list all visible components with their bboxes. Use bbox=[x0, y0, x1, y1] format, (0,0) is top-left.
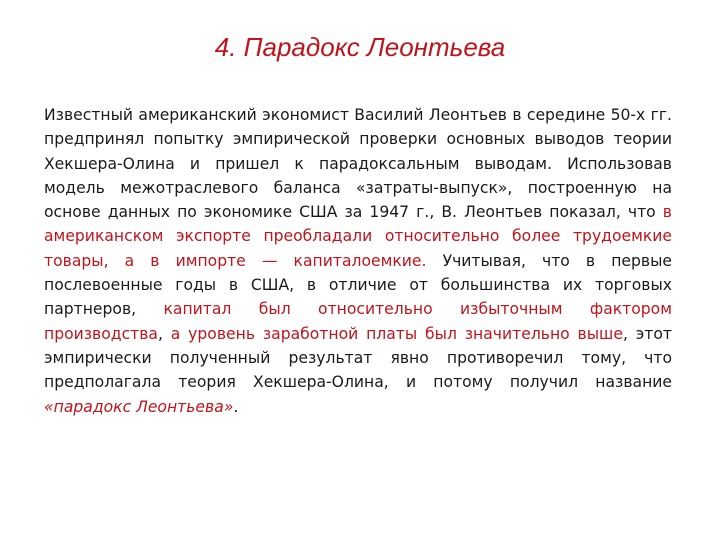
body-paragraph bbox=[44, 103, 672, 419]
text-segment-3: , bbox=[157, 324, 171, 343]
highlight-export-import: в американском экспорте преобладали относительно более трудоемкие товары, а в импорте — капиталоемкие. bbox=[44, 203, 672, 270]
text-segment-1: Известный американский экономист Василий Леонтьев в середине 50-х гг. предпринял попытку эмпирической проверки основных выводов теории Хекшера-Олина и пришел к парадоксальным выводам. Использовав модель межотраслевого баланса «затраты-выпуск», построенную на основе данных по экономике США за 1947 г., В. Леонтьев показал, что bbox=[44, 106, 672, 222]
text-segment-4: , этот эмпирически полученный результат явно противоречил тому, что предполагала теория Хекшера-Олина, и потому получил название bbox=[44, 324, 672, 392]
slide-title: 4. Парадокс Леонтьева bbox=[214, 32, 506, 62]
text-segment-2: Учитывая, что в первые послевоенные годы в США, в отличие от большинства их торговых партнеров, bbox=[44, 251, 673, 319]
highlight-leontief-paradox: «парадокс Леонтьева» bbox=[44, 397, 234, 416]
text-segment-5: . bbox=[233, 397, 239, 416]
highlight-capital-abundant: капитал был относительно избыточным фактором производства bbox=[44, 300, 672, 343]
highlight-wage-level: а уровень заработной платы был значительно выше bbox=[170, 324, 623, 343]
